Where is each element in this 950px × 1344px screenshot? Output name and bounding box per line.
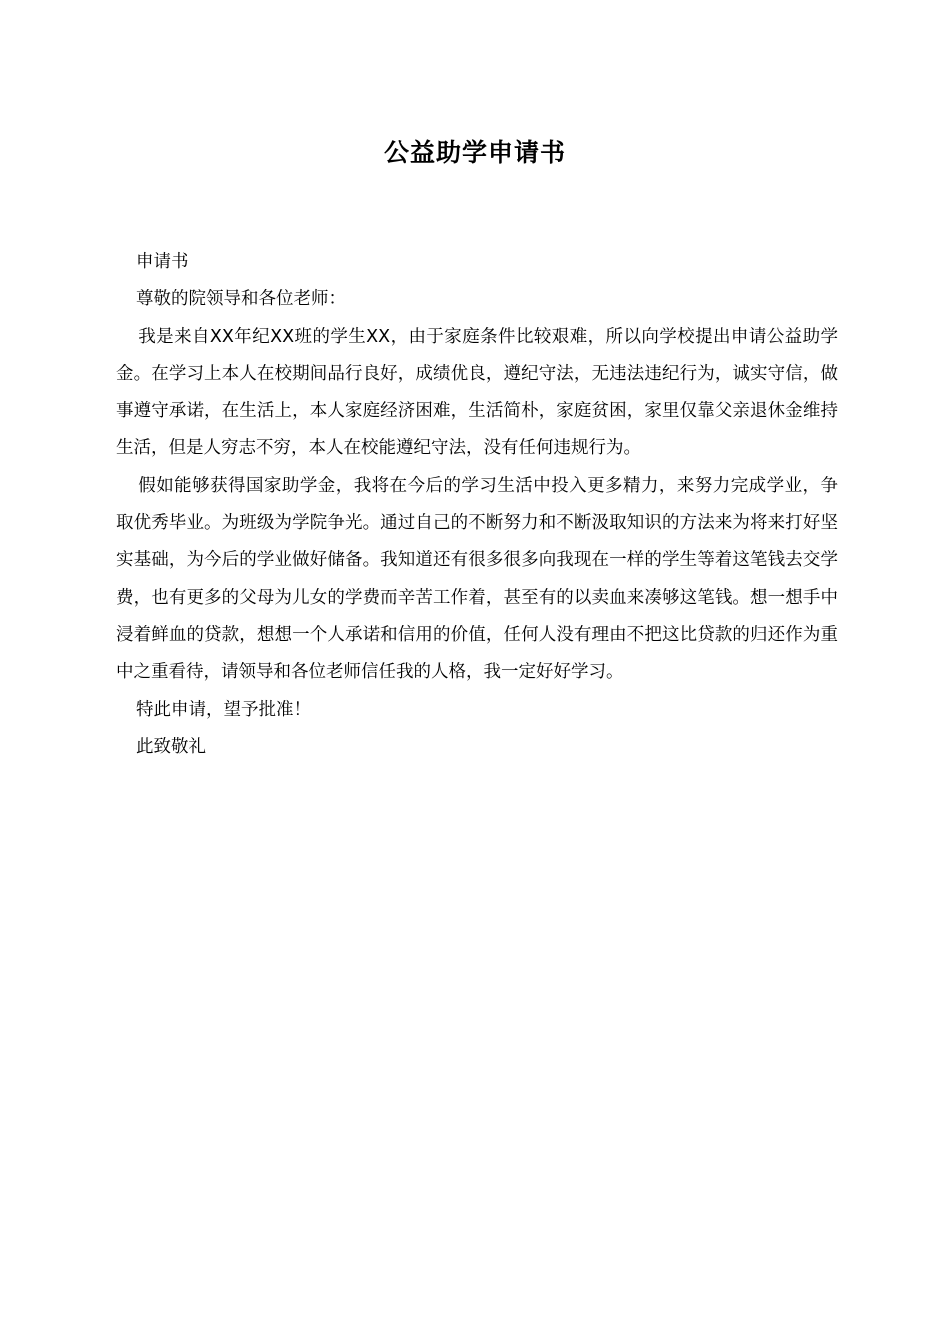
body-paragraph-1: 我是来自XX年纪XX班的学生XX，由于家庭条件比较艰难，所以向学校提出申请公益助学金。在学习上本人在校期间品行良好，成绩优良，遵纪守法，无违法违纪行为，诚实守信，做事遵守承诺，在生活上，本人家庭经济困难，生活简朴，家庭贫困，家里仅靠父亲退休金维持生活，但是人穷志不穷，本人在校能遵纪守法，没有任何违规行为。: [116, 326, 838, 459]
document-body: [116, 244, 838, 766]
regards-line: 此致敬礼: [136, 736, 206, 757]
salutation-line: 尊敬的院领导和各位老师：: [136, 289, 346, 310]
heading-line: 申请书: [136, 252, 189, 272]
body-paragraph-2: 假如能够获得国家助学金，我将在今后的学习生活中投入更多精力，来努力完成学业，争取优秀毕业。为班级为学院争光。通过自己的不断努力和不断汲取知识的方法来为将来打好坚实基础，为今后的学业做好储备。我知道还有很多很多向我现在一样的学生等着这笔钱去交学费，也有更多的父母为儿女的学费而辛苦工作着，甚至有的以卖血来凑够这笔钱。想一想手中浸着鲜血的贷款，想想一个人承诺和信用的价值，任何人没有理由不把这比贷款的归还作为重中之重看待，请领导和各位老师信任我的人格，我一定好好学习。: [116, 475, 838, 683]
document-title: 公益助学申请书: [383, 138, 566, 167]
closing-line: 特此申请，望予批准！: [136, 699, 311, 720]
